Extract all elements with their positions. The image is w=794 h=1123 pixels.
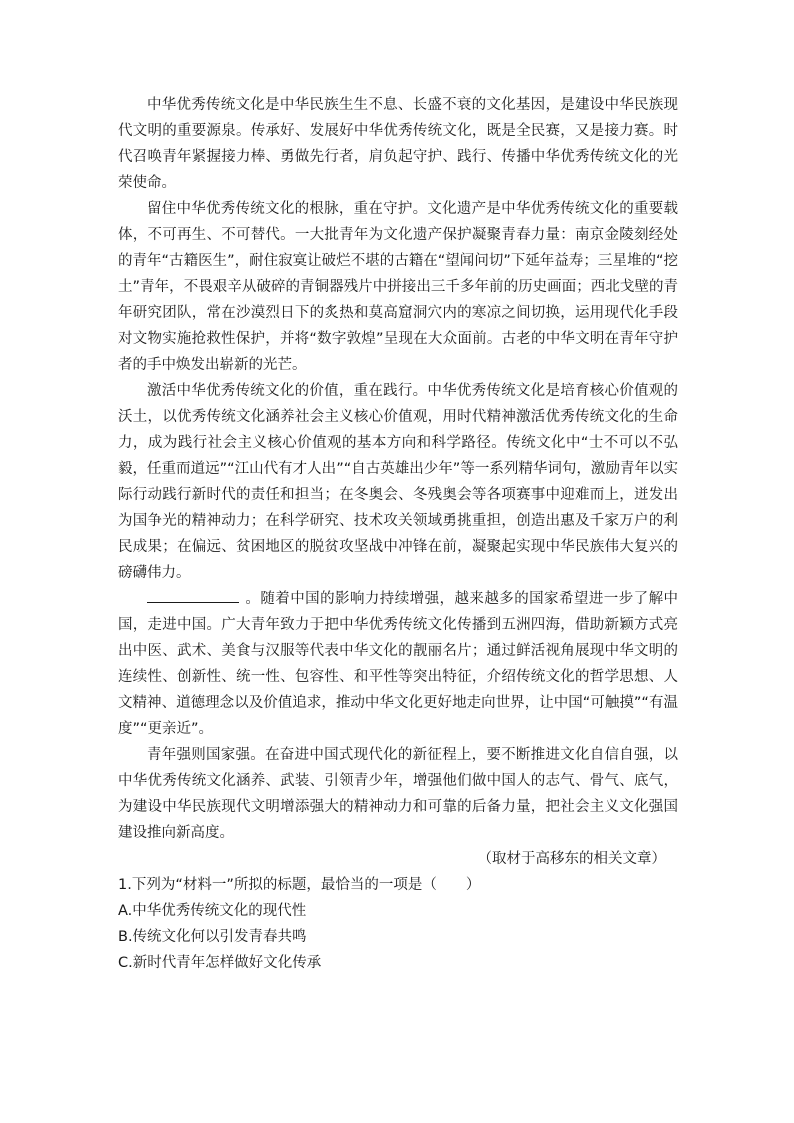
paragraph-4-text: 。随着中国的影响力持续增强，越来越多的国家希望进一步了解中国，走进中国。广大青年致力于把中华优秀传统文化传播到五洲四海，借助新颖方式亮出中医、武术、美食与汉服等代表中华文化的靓丽名片；通过鲜活视角展现中华文明的连续性、创新性、统一性、包容性、和平性等突出特征，介绍传统文化的哲学思想、人文精神、道德理念以及价值追求，推动中华文化更好地走向世界，让中国“可触摸”“有温度”“更亲近”。 — [118, 591, 678, 737]
paragraph-4 — [118, 586, 678, 742]
article-body — [118, 92, 678, 976]
fill-in-blank — [147, 586, 239, 603]
source-attribution: （取材于高移东的相关文章） — [477, 851, 666, 867]
paragraph-1: 中华优秀传统文化是中华民族生生不息、长盛不衰的文化基因，是建设中华民族现代文明的重要源泉。传承好、发展好中华优秀传统文化，既是全民赛，又是接力赛。时代召唤青年紧握接力棒、勇做先行者，肩负起守护、践行、传播中华优秀传统文化的光荣使命。 — [118, 97, 678, 191]
option-c: C.新时代青年怎样做好文化传承 — [118, 955, 322, 971]
paragraph-2: 留住中华优秀传统文化的根脉，重在守护。文化遗产是中华优秀传统文化的重要载体，不可再生、不可替代。一大批青年为文化遗产保护凝聚青春力量：南京金陵刻经处的青年“古籍医生”，耐住寂寞让破烂不堪的古籍在“望闻问切”下延年益寿；三星堆的“挖土”青年，不畏艰辛从破碎的青铜器残片中拼接出三千多年前的历史画面；西北戈壁的青年研究团队，常在沙漠烈日下的炙热和莫高窟洞穴内的寒凉之间切换，运用现代化手段对文物实施抢救性保护，并将“数字敦煌”呈现在大众面前。古老的中华文明在青年守护者的手中焕发出崭新的光芒。 — [118, 201, 678, 373]
question-stem: 1.下列为“材料一”所拟的标题，最恰当的一项是（ ） — [118, 877, 481, 893]
option-a: A.中华优秀传统文化的现代性 — [118, 903, 307, 919]
option-b: B.传统文化何以引发青春共鸣 — [118, 929, 307, 945]
answer-options — [118, 898, 678, 976]
paragraph-5: 青年强则国家强。在奋进中国式现代化的新征程上，要不断推进文化自信自强，以中华优秀传统文化涵养、武装、引领青少年，增强他们做中国人的志气、骨气、底气，为建设中华民族现代文明增添强大的精神动力和可靠的后备力量，把社会主义文化强国建设推向新高度。 — [118, 747, 678, 841]
paragraph-3: 激活中华优秀传统文化的价值，重在践行。中华优秀传统文化是培育核心价值观的沃土，以优秀传统文化涵养社会主义核心价值观，用时代精神激活优秀传统文化的生命力，成为践行社会主义核心价值观的基本方向和科学路径。传统文化中“士不可以不弘毅，任重而道远”“江山代有才人出”“自古英雄出少年”等一系列精华词句，激励青年以实际行动践行新时代的责任和担当；在冬奥会、冬残奥会等各项赛事中迎难而上，迸发出为国争光的精神动力；在科学研究、技术攻关领域勇挑重担，创造出惠及千家万户的利民成果；在偏远、贫困地区的脱贫攻坚战中冲锋在前，凝聚起实现中华民族伟大复兴的磅礴伟力。 — [118, 383, 678, 581]
